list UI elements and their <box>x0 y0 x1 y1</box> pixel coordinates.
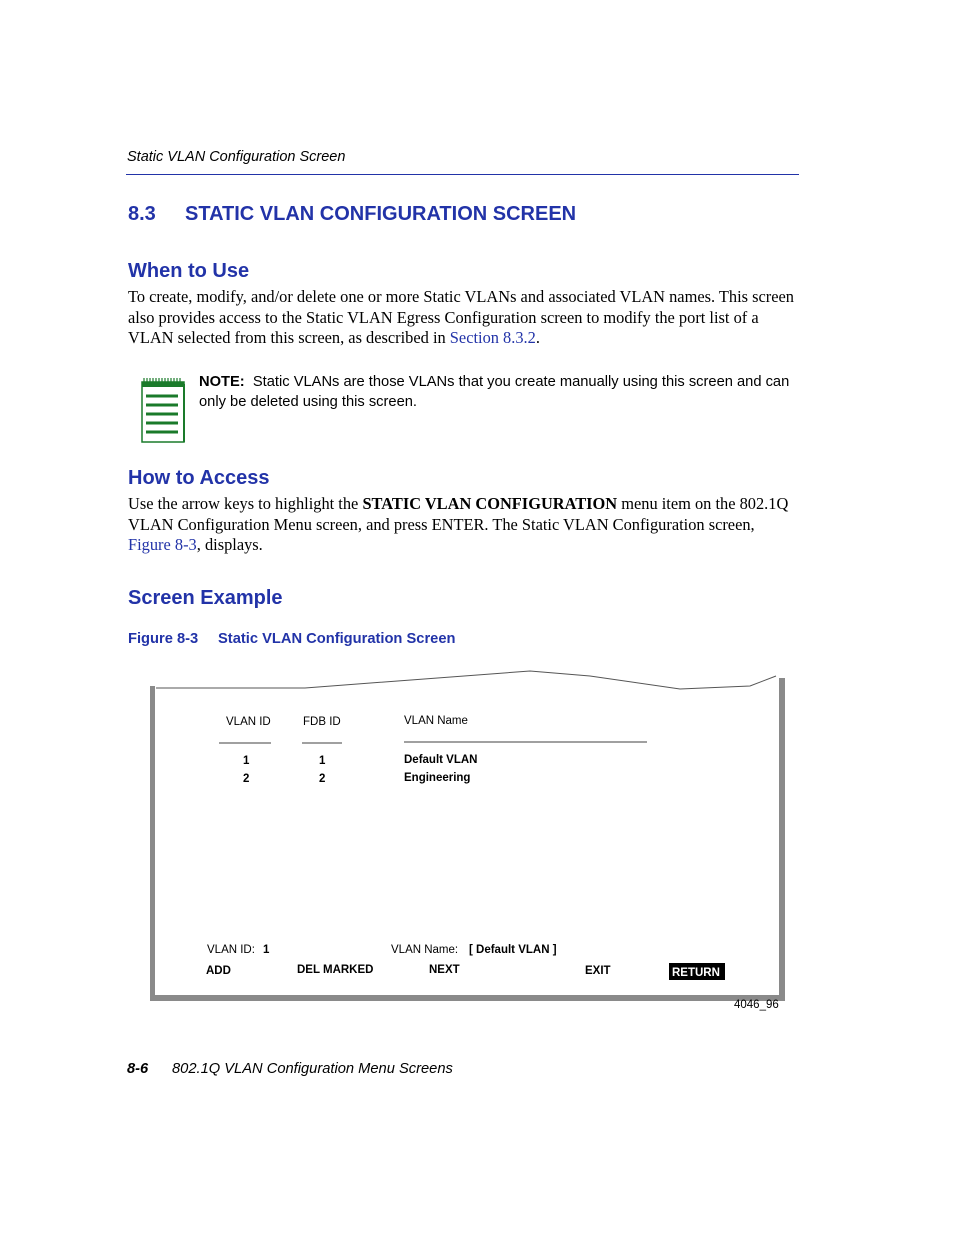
section-link[interactable]: Section 8.3.2 <box>449 328 536 348</box>
running-head: Static VLAN Configuration Screen <box>127 149 346 165</box>
section-title-text: STATIC VLAN CONFIGURATION SCREEN <box>185 203 577 225</box>
header-rule <box>126 174 799 175</box>
row-2-fdb-id: 2 <box>319 773 326 785</box>
figure-link[interactable]: Figure 8-3 <box>128 535 197 555</box>
del-marked-command[interactable]: DEL MARKED <box>297 964 374 976</box>
figure-caption <box>128 631 455 647</box>
figure-id: 4046_96 <box>734 999 779 1011</box>
row-1-vlan-name: Default VLAN <box>404 754 478 766</box>
screen-figure <box>150 668 786 1002</box>
how-to-access-heading: How to Access <box>128 467 270 489</box>
col-vlan-name: VLAN Name <box>404 715 468 727</box>
note-label: NOTE: <box>199 374 245 390</box>
screen-example-heading: Screen Example <box>128 587 283 609</box>
how-to-access-paragraph: Use the arrow keys to highlight the STATIC VLAN CONFIGURATION menu item on the 802.1Q VLAN Configuration Menu screen, and press ENTER. The Static VLAN Configuration screen, Figure 8-3, displays. <box>128 494 789 555</box>
vlan-id-field[interactable]: 1 <box>263 944 270 956</box>
vlan-id-label: VLAN ID: <box>207 944 255 956</box>
exit-command[interactable]: EXIT <box>585 965 611 977</box>
row-2-vlan-name: Engineering <box>404 772 471 784</box>
notepad-icon <box>140 376 186 444</box>
col-fdb-id: FDB ID <box>303 716 341 728</box>
page-footer <box>127 1061 453 1077</box>
row-1-fdb-id: 1 <box>319 755 326 767</box>
when-to-use-paragraph: To create, modify, and/or delete one or more Static VLANs and associated VLAN names. This screen also provides access to the Static VLAN Egress Configuration screen to modify the port list of a VLAN selected from this screen, as described in Section 8.3.2. <box>128 287 794 348</box>
next-command[interactable]: NEXT <box>429 964 460 976</box>
page-number: 8-6 <box>127 1061 149 1077</box>
note-text: NOTE: Static VLANs are those VLANs that you create manually using this screen and can only be deleted using this screen. <box>199 374 790 410</box>
col-vlan-id: VLAN ID <box>226 716 271 728</box>
row-1-vlan-id[interactable]: 1 <box>243 755 250 767</box>
add-command[interactable]: ADD <box>206 965 231 977</box>
vlan-name-label: VLAN Name: <box>391 944 459 956</box>
chapter-title: 802.1Q VLAN Configuration Menu Screens <box>172 1061 453 1077</box>
return-command[interactable]: RETURN <box>672 967 720 979</box>
section-number: 8.3 <box>128 203 156 225</box>
vlan-name-field[interactable]: [ Default VLAN ] <box>469 944 557 956</box>
when-to-use-heading: When to Use <box>128 260 250 282</box>
section-title <box>128 203 576 226</box>
figure-label: Figure 8-3 <box>128 631 199 647</box>
row-2-vlan-id[interactable]: 2 <box>243 773 250 785</box>
figure-title: Static VLAN Configuration Screen <box>218 631 456 647</box>
